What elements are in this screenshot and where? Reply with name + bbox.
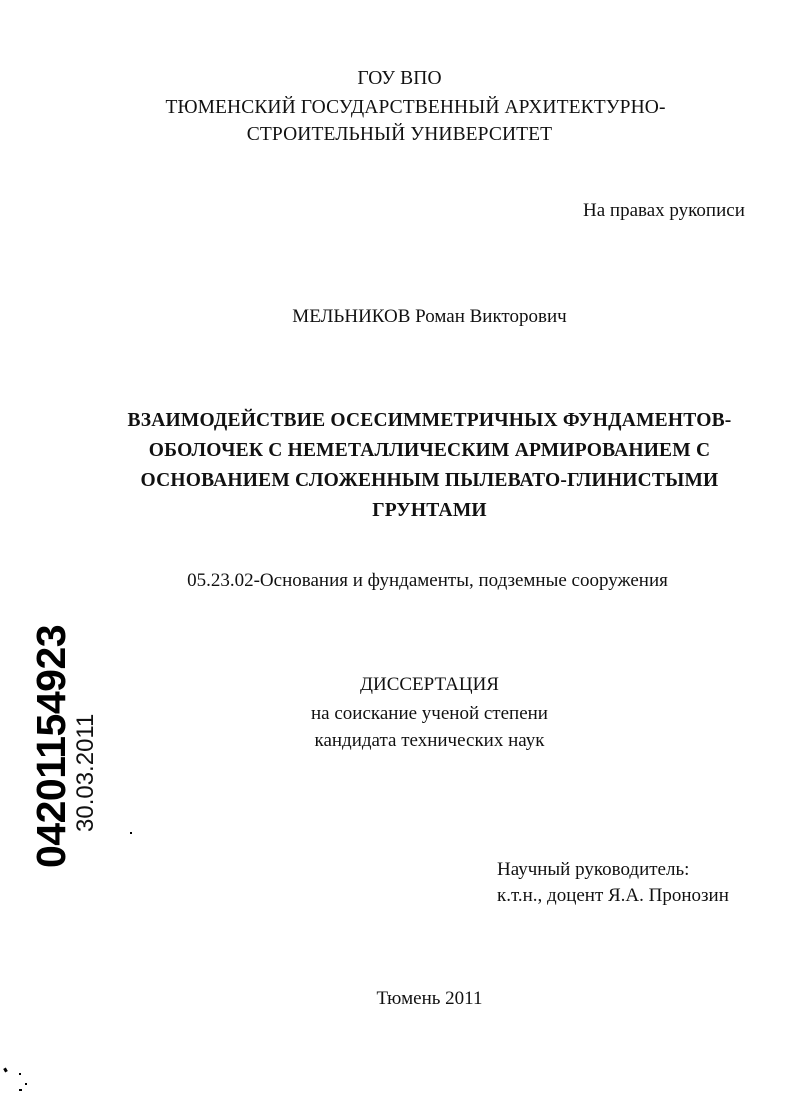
title-line: ВЗАИМОДЕЙСТВИЕ ОСЕСИММЕТРИЧНЫХ ФУНДАМЕНТОВ- — [127, 410, 732, 431]
scan-speck — [3, 1068, 8, 1073]
specialty-code: 05.23.02-Основания и фундаменты, подземные сооружения — [187, 570, 668, 591]
degree-type: ДИССЕРТАЦИЯ — [360, 674, 499, 695]
place-year: Тюмень 2011 — [376, 988, 483, 1009]
library-stamp-date: 30.03.2011 — [72, 713, 99, 832]
scan-speck — [130, 832, 132, 834]
supervisor-name: к.т.н., доцент Я.А. Пронозин — [497, 885, 729, 906]
scan-speck — [19, 1073, 21, 1075]
title-line: ОСНОВАНИЕМ СЛОЖЕННЫМ ПЫЛЕВАТО-ГЛИНИСТЫМИ — [140, 470, 719, 491]
org-abbrev: ГОУ ВПО — [357, 68, 442, 89]
dissertation-title — [30, 406, 799, 526]
library-stamp-number: 04201154923 — [28, 624, 74, 868]
author-name: МЕЛЬНИКОВ Роман Викторович — [292, 306, 567, 327]
title-line: ОБОЛОЧЕК С НЕМЕТАЛЛИЧЕСКИМ АРМИРОВАНИЕМ С — [148, 440, 711, 461]
degree-line-3: кандидата технических наук — [314, 730, 545, 751]
title-line: ГРУНТАМИ — [372, 500, 487, 521]
university-name-line-2: СТРОИТЕЛЬНЫЙ УНИВЕРСИТЕТ — [246, 124, 553, 145]
university-name-line-1: ТЮМЕНСКИЙ ГОСУДАРСТВЕННЫЙ АРХИТЕКТУРНО- — [165, 97, 666, 118]
scan-speck — [25, 1083, 27, 1085]
degree-line-2: на соискание ученой степени — [311, 703, 548, 724]
supervisor-label: Научный руководитель: — [497, 859, 690, 880]
rights-note: На правах рукописи — [583, 200, 745, 221]
scan-speck — [19, 1089, 22, 1091]
